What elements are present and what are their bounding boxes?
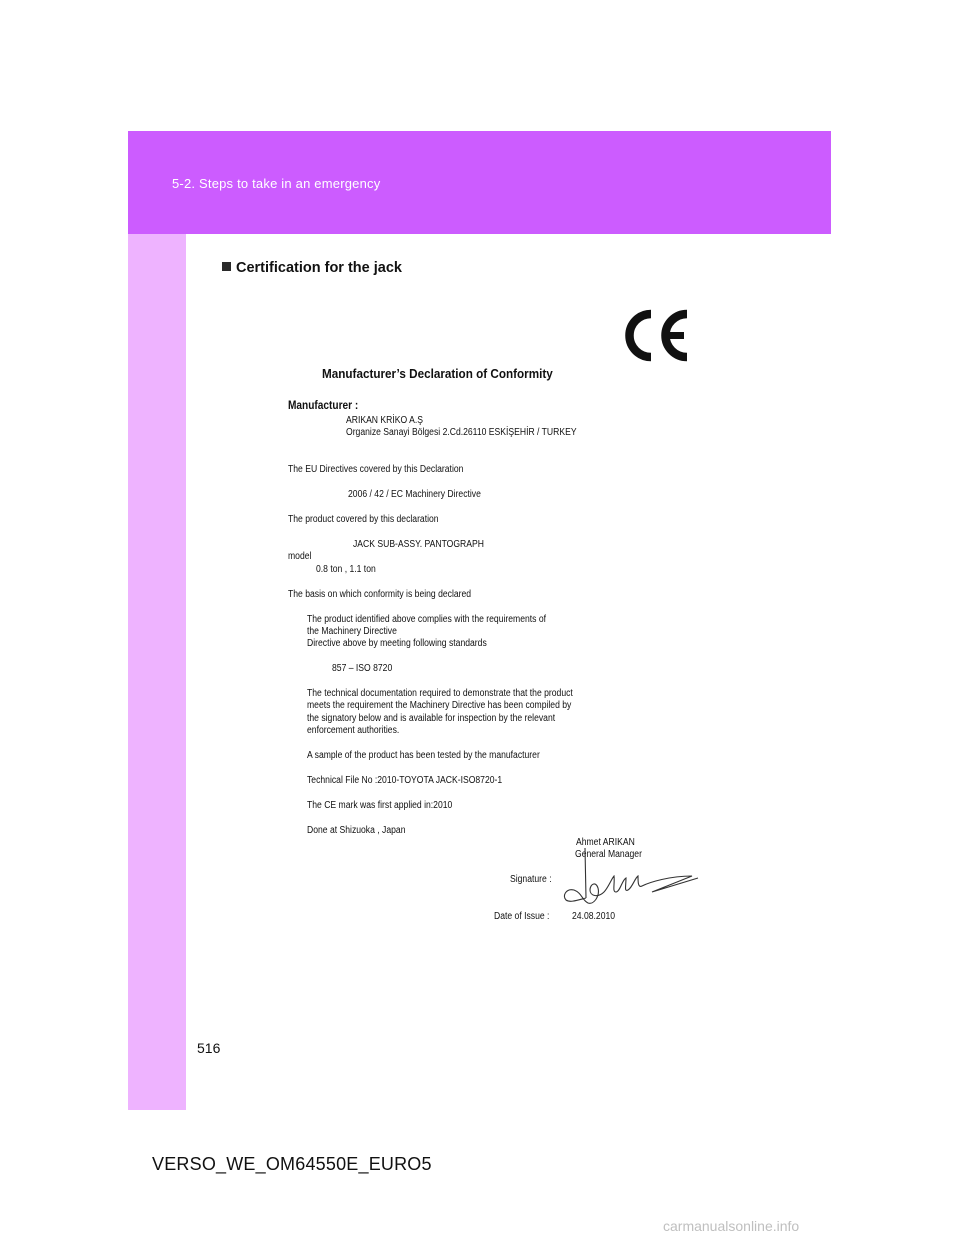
date-label: Date of Issue : (494, 911, 550, 922)
issue-date: 24.08.2010 (572, 911, 616, 922)
model-values: 0.8 ton , 1.1 ton (316, 564, 376, 575)
ce-mark-icon (618, 308, 692, 363)
technical-file: Technical File No :2010-TOYOTA JACK-ISO8720-1 (307, 775, 503, 786)
directive: 2006 / 42 / EC Machinery Directive (348, 489, 481, 500)
tech-doc-line: the signatory below and is available for inspection by the relevant (307, 713, 556, 724)
signature-label: Signature : (510, 874, 552, 885)
basis-label: The basis on which conformity is being declared (288, 589, 472, 600)
section-title (222, 260, 402, 276)
section-header: 5-2. Steps to take in an emergency (172, 176, 381, 191)
sample-statement: A sample of the product has been tested by the manufacturer (307, 750, 540, 761)
declaration-title: Manufacturer’s Declaration of Conformity (322, 366, 553, 381)
document-code: VERSO_WE_OM64550E_EURO5 (152, 1154, 432, 1174)
basis-line: the Machinery Directive (307, 626, 397, 637)
manufacturer-name: ARIKAN KRİKO A.Ş (346, 415, 423, 426)
model-label: model (288, 551, 312, 562)
standard: 857 – ISO 8720 (332, 663, 393, 674)
product-name: JACK SUB-ASSY. PANTOGRAPH (353, 539, 484, 550)
tech-doc-line: meets the requirement the Machinery Directive has been compiled by (307, 700, 572, 711)
signature-image (560, 848, 700, 910)
square-bullet-icon (222, 262, 231, 271)
ce-applied: The CE mark was first applied in:2010 (307, 800, 453, 811)
sidebar-band (128, 234, 186, 1110)
basis-line: The product identified above complies with the requirements of (307, 614, 547, 625)
product-label: The product covered by this declaration (288, 514, 439, 525)
tech-doc-line: enforcement authorities. (307, 725, 400, 736)
watermark: carmanualsonline.info (663, 1218, 800, 1234)
directives-label: The EU Directives covered by this Declaration (288, 464, 464, 475)
signer-name: Ahmet ARIKAN (576, 837, 635, 848)
tech-doc-line: The technical documentation required to demonstrate that the product (307, 688, 573, 699)
section-title-text: Certification for the jack (236, 260, 402, 276)
basis-line: Directive above by meeting following standards (307, 638, 487, 649)
done-at: Done at Shizuoka , Japan (307, 825, 406, 836)
manufacturer-address: Organize Sanayi Bölgesi 2.Cd.26110 ESKİŞEHİR / TURKEY (346, 427, 577, 438)
page-number: 516 (197, 1040, 221, 1056)
signer-title: General Manager (575, 849, 642, 860)
manufacturer-label: Manufacturer : (288, 400, 359, 412)
